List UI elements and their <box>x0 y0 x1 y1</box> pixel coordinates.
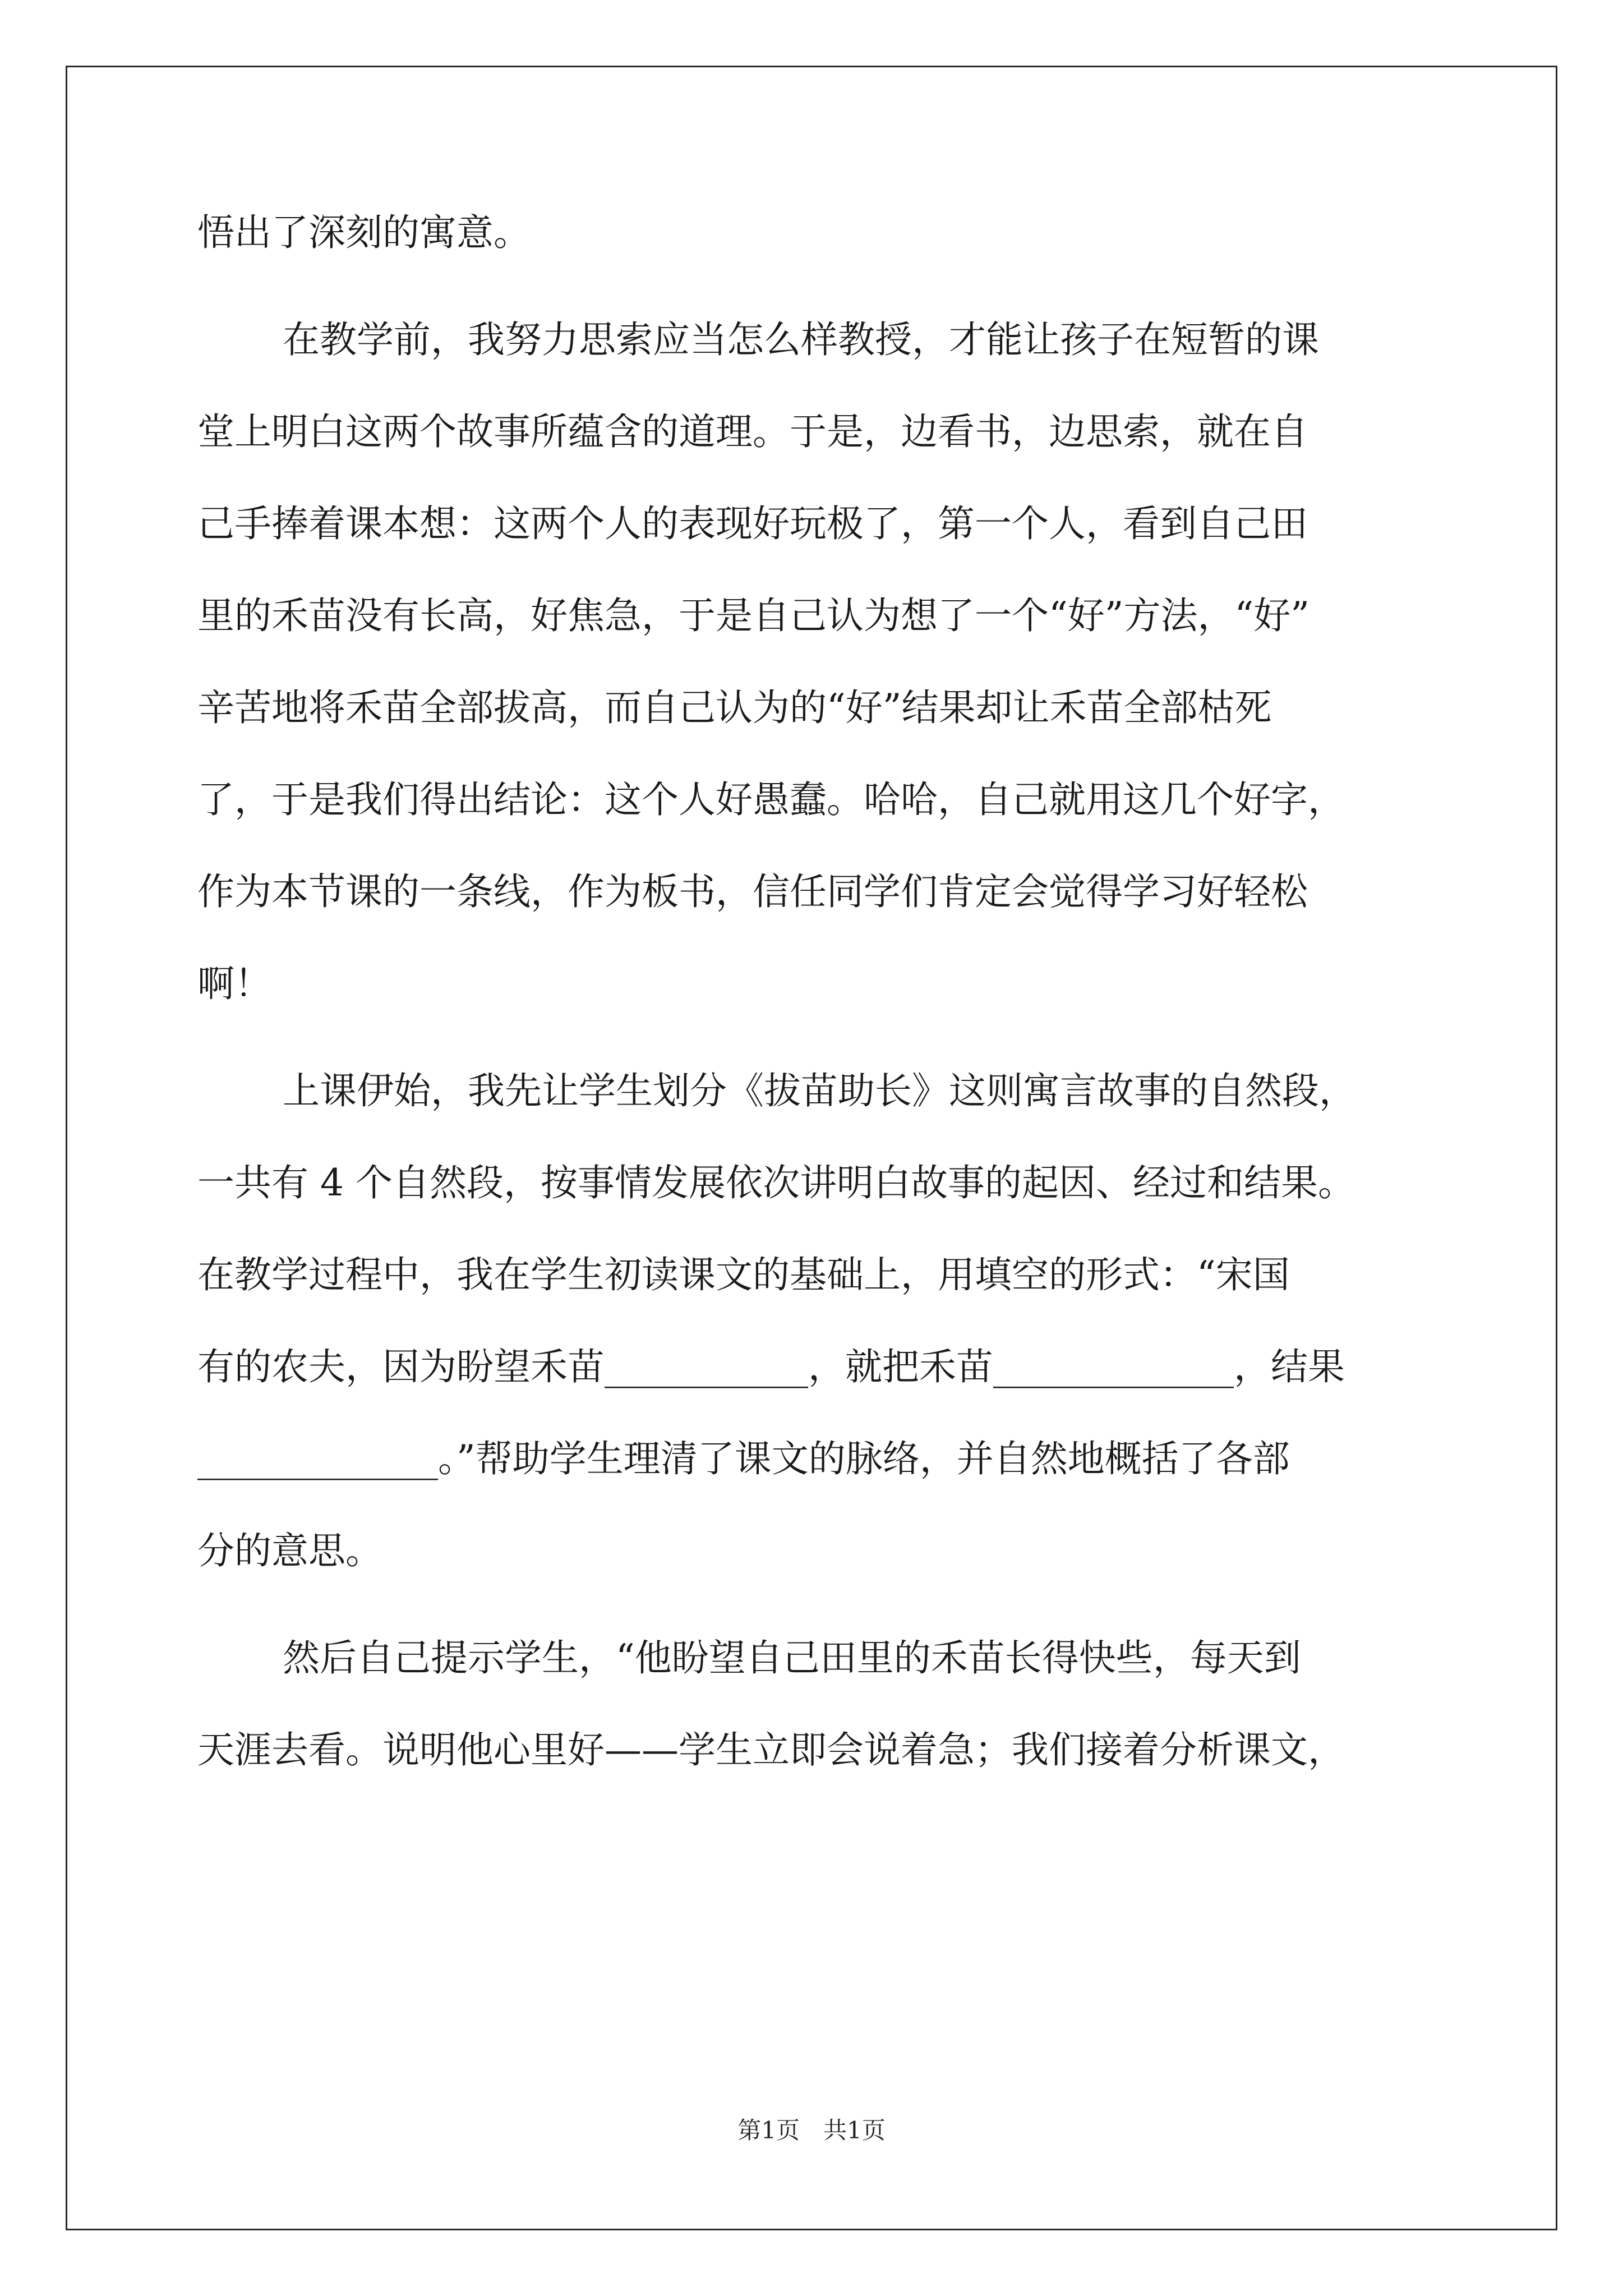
text-line: 悟出了深刻的寓意。 <box>197 211 531 254</box>
document-body <box>197 205 1427 1814</box>
text-line: 辛苦地将禾苗全部拔高，而自己认为的“好”结果却让禾苗全部枯死 <box>197 686 1272 729</box>
text-line: _____________。”帮助学生理清了课文的脉络，并自然地概括了各部 <box>197 1437 1290 1480</box>
text-line: 里的禾苗没有长高，好焦急，于是自己认为想了一个“好”方法，“好” <box>197 594 1310 637</box>
text-line: 作为本节课的一条线，作为板书，信任同学们肯定会觉得学习好轻松 <box>197 870 1308 913</box>
text-line: 然后自己提示学生，“他盼望自己田里的禾苗长得快些，每天到 <box>283 1636 1301 1680</box>
text-line: 了，于是我们得出结论：这个人好愚蠢。哈哈，自己就用这几个好字， <box>197 778 1345 821</box>
text-line: 己手捧着课本想：这两个人的表现好玩极了，第一个人，看到自己田 <box>197 502 1308 545</box>
text-line: 有的农夫，因为盼望禾苗___________，就把禾苗_____________，结果 <box>197 1345 1345 1388</box>
text-line: 上课伊始，我先让学生划分《拔苗助长》这则寓言故事的自然段， <box>283 1069 1356 1112</box>
text-line: 啊！ <box>197 962 271 1005</box>
text-line: 一共有 4 个自然段，按事情发展依次讲明白故事的起因、经过和结果。 <box>197 1161 1355 1204</box>
text-line: 在教学过程中，我在学生初读课文的基础上，用填空的形式：“宋国 <box>197 1253 1290 1296</box>
text-line: 堂上明白这两个故事所蕴含的道理。于是，边看书，边思索，就在自 <box>197 410 1308 453</box>
text-line: 分的意思。 <box>197 1529 382 1572</box>
text-line: 在教学前，我努力思索应当怎么样教授，才能让孩子在短暂的课 <box>283 318 1319 361</box>
page-footer: 第1页 共1页 <box>737 2116 886 2144</box>
text-line: 天涯去看。说明他心里好——学生立即会说着急；我们接着分析课文， <box>197 1728 1345 1772</box>
